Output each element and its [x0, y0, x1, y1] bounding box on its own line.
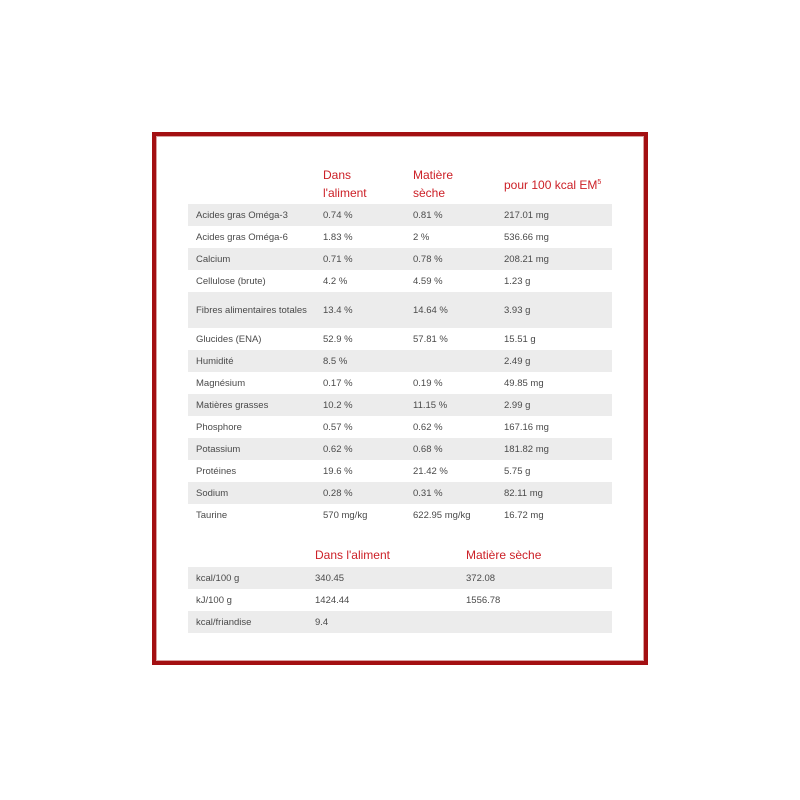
energy-header-row: [188, 543, 612, 567]
cell-name: Magnésium: [196, 377, 246, 389]
cell-name: Humidité: [188, 350, 315, 372]
cell-per100: 15.51 g: [504, 333, 536, 345]
cell-per100: 208.21 mg: [496, 248, 612, 270]
cell-name: kcal/friandise: [188, 611, 307, 633]
cell-name: Acides gras Oméga-3: [188, 204, 315, 226]
energy-header-empty: [188, 543, 307, 567]
footnote-marker: 5: [597, 179, 602, 186]
table-row: [188, 589, 612, 611]
cell-name: Potassium: [188, 438, 315, 460]
cell-dry: 0.31 %: [405, 482, 496, 504]
cell-per100: 3.93 g: [496, 292, 612, 328]
cell-name: Taurine: [196, 509, 228, 521]
cell-dry: 21.42 %: [413, 465, 448, 477]
nutrients-header-row: [188, 164, 612, 204]
cell-name: Matières grasses: [188, 394, 315, 416]
header-per-100kcal: [496, 164, 612, 204]
cell-as-fed: 19.6 %: [323, 465, 353, 477]
cell-name: Sodium: [188, 482, 315, 504]
cell-per100: 181.82 mg: [496, 438, 612, 460]
cell-dry: 372.08: [458, 567, 612, 589]
cell-per100: 16.72 mg: [504, 509, 544, 521]
table-row: [188, 394, 612, 416]
cell-as-fed: 0.57 %: [323, 421, 353, 433]
cell-per100: 2.49 g: [496, 350, 612, 372]
energy-table-container: [188, 543, 612, 633]
nutrients-body: [188, 204, 612, 526]
cell-as-fed: 340.45: [307, 567, 458, 589]
table-row: [188, 438, 612, 460]
cell-as-fed: 1.83 %: [323, 231, 353, 243]
cell-dry: 2 %: [413, 231, 430, 243]
header-as-fed: Dans l'aliment: [323, 168, 367, 200]
cell-as-fed: 0.62 %: [315, 438, 405, 460]
cell-per100: 536.66 mg: [504, 231, 549, 243]
table-row: [188, 611, 612, 633]
energy-header-as-fed: Dans l'aliment: [315, 548, 390, 562]
cell-dry: 0.78 %: [405, 248, 496, 270]
table-row: [188, 372, 612, 394]
cell-dry: 4.59 %: [413, 275, 443, 287]
nutrients-table: [188, 164, 612, 526]
cell-per100: 1.23 g: [504, 275, 531, 287]
cell-dry: [458, 611, 612, 633]
cell-as-fed: 8.5 %: [315, 350, 405, 372]
energy-body: [188, 567, 612, 633]
table-row: [188, 328, 612, 350]
cell-as-fed: 13.4 %: [315, 292, 405, 328]
cell-per100: 2.99 g: [496, 394, 612, 416]
cell-name: kcal/100 g: [188, 567, 307, 589]
table-row: [188, 248, 612, 270]
cell-dry: 11.15 %: [405, 394, 496, 416]
cell-name: Phosphore: [196, 421, 242, 433]
energy-header-dry-matter: Matière sèche: [466, 548, 542, 562]
table-row: [188, 270, 612, 292]
cell-dry: 14.64 %: [405, 292, 496, 328]
cell-per100: 82.11 mg: [496, 482, 612, 504]
table-row: [188, 226, 612, 248]
table-row: [188, 482, 612, 504]
nutrients-table-container: [188, 164, 612, 526]
table-row: [188, 504, 612, 526]
cell-dry: 622.95 mg/kg: [413, 509, 471, 521]
cell-name: kJ/100 g: [196, 594, 232, 606]
cell-as-fed: 4.2 %: [323, 275, 348, 287]
cell-dry: 0.68 %: [405, 438, 496, 460]
energy-table: [188, 543, 612, 633]
cell-as-fed: 570 mg/kg: [323, 509, 368, 521]
table-row: [188, 567, 612, 589]
cell-dry: 1556.78: [466, 594, 501, 606]
table-row: [188, 292, 612, 328]
cell-name: Protéines: [196, 465, 237, 477]
table-row: [188, 416, 612, 438]
cell-as-fed: 0.28 %: [315, 482, 405, 504]
cell-as-fed: 9.4: [307, 611, 458, 633]
header-empty: [188, 164, 315, 204]
cell-per100: 49.85 mg: [504, 377, 544, 389]
cell-name: Acides gras Oméga-6: [196, 231, 288, 243]
cell-as-fed: 10.2 %: [315, 394, 405, 416]
cell-dry: [405, 350, 496, 372]
cell-as-fed: 52.9 %: [323, 333, 353, 345]
cell-as-fed: 0.71 %: [315, 248, 405, 270]
table-row: [188, 460, 612, 482]
table-row: [188, 350, 612, 372]
cell-per100: 167.16 mg: [504, 421, 549, 433]
table-row: [188, 204, 612, 226]
cell-as-fed: 0.17 %: [323, 377, 353, 389]
cell-name: Calcium: [188, 248, 315, 270]
cell-name: Glucides (ENA): [196, 333, 262, 345]
header-per-100kcal-label: pour 100 kcal EM: [504, 178, 598, 192]
cell-per100: 217.01 mg: [496, 204, 612, 226]
cell-name: Fibres alimentaires totales: [188, 292, 315, 328]
cell-name: Cellulose (brute): [196, 275, 266, 287]
cell-dry: 0.81 %: [405, 204, 496, 226]
cell-dry: 0.19 %: [413, 377, 443, 389]
cell-as-fed: 0.74 %: [315, 204, 405, 226]
cell-per100: 5.75 g: [504, 465, 531, 477]
cell-dry: 57.81 %: [413, 333, 448, 345]
cell-as-fed: 1424.44: [315, 594, 350, 606]
cell-dry: 0.62 %: [413, 421, 443, 433]
header-dry-matter: Matière sèche: [413, 168, 454, 200]
